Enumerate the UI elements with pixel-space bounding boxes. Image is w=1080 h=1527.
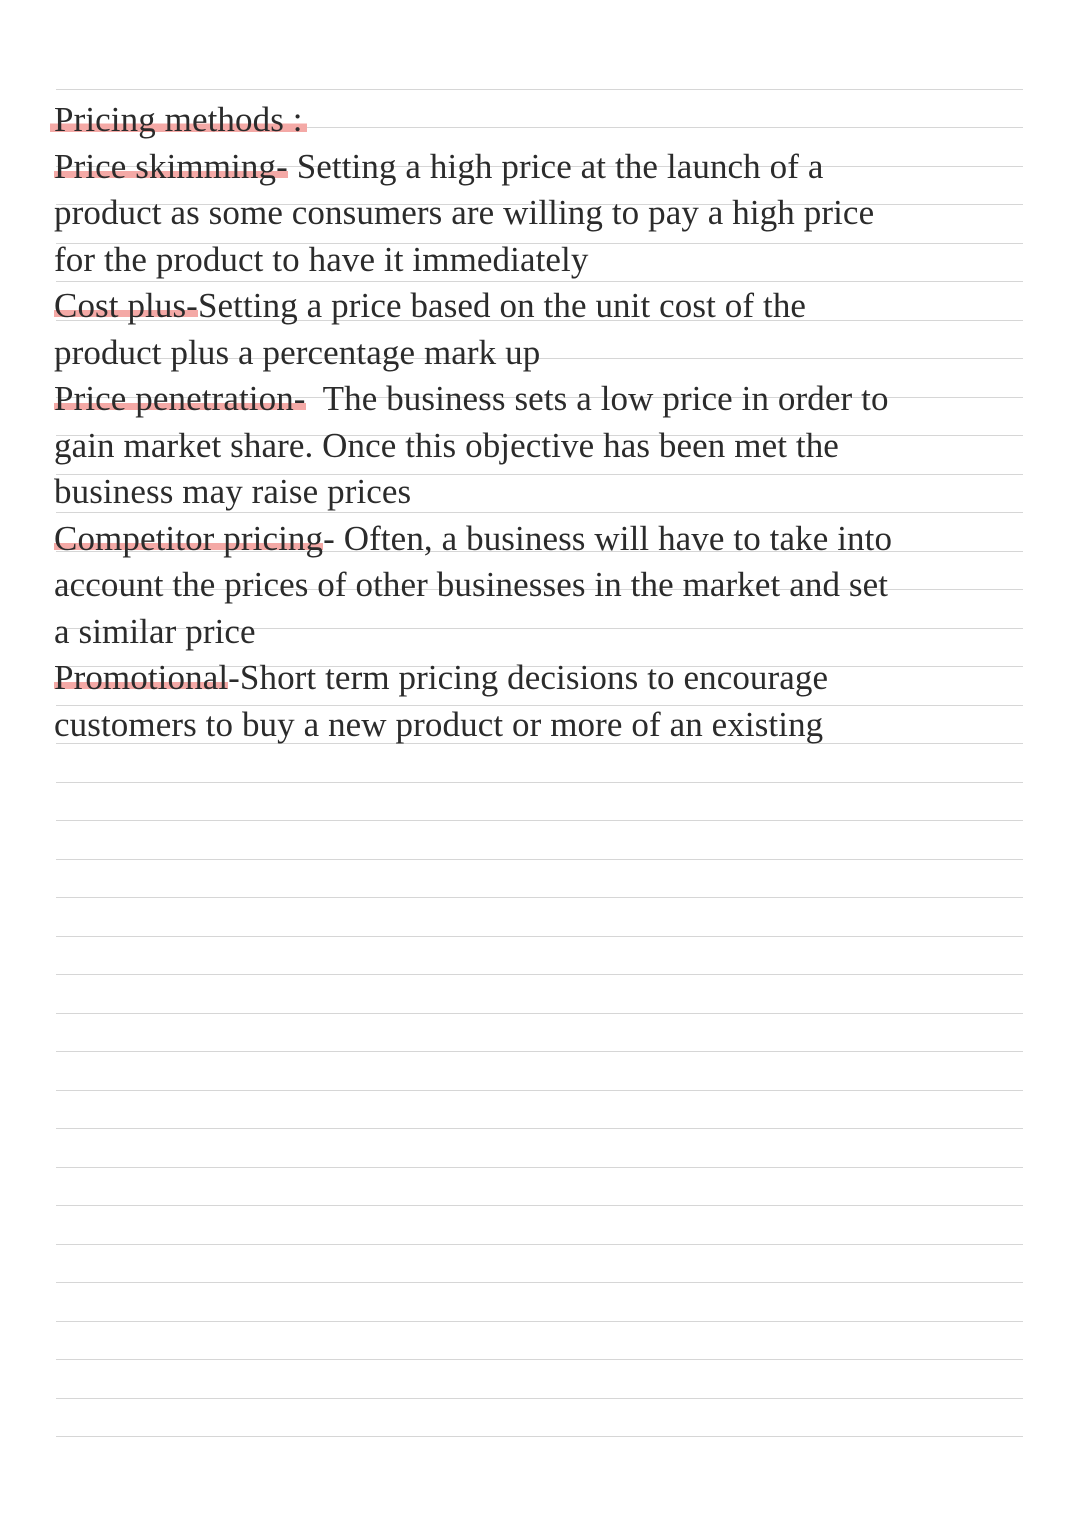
entry-text: gain market share. Once this objective has been met the [54,425,839,465]
heading-line [54,97,1054,144]
entry-line [54,562,1054,609]
rule-line [56,1436,1023,1437]
rule-line [56,782,1023,783]
entry-line [54,376,1054,423]
notes-text [54,97,1054,748]
heading: Pricing methods : [50,100,307,139]
entry-line [54,144,1054,191]
entry-term: Price skimming- [54,146,288,186]
rule-line [56,1051,1023,1052]
entry-text: business may raise prices [54,472,412,511]
entry-text: The business sets a low price in order to [305,379,889,418]
rule-line [56,897,1023,898]
entry-text: a similar price [54,611,256,651]
rule-line [56,1282,1023,1283]
entry-text: account the prices of other businesses in the market and set [54,565,889,604]
entry-term: Cost plus- [54,286,198,325]
entry-line [54,330,1054,377]
entry-term: Competitor pricing [54,518,324,558]
entry-text: Setting a price based on the unit cost of the [197,286,807,325]
entry-text: Setting a high price at the launch of a [287,146,824,186]
rule-line [56,859,1023,860]
rule-line [56,1359,1023,1360]
entry-line [54,655,1054,702]
entry-text: -Short term pricing decisions to encourage [228,658,829,697]
entry-line [54,283,1054,330]
rule-line [56,1090,1023,1091]
entry-line [54,237,1054,284]
rule-line [56,1013,1023,1014]
rule-line [56,974,1023,975]
rule-line [56,820,1023,821]
rule-line [56,1244,1023,1245]
entry-line [54,469,1054,516]
entry-line [54,516,1054,563]
entry-text: for the product to have it immediately [54,239,589,279]
entry-term: Price penetration- [54,379,306,418]
entry-line [54,702,1054,749]
rule-line [56,89,1023,90]
entry-text: customers to buy a new product or more of an existing [54,704,824,744]
entry-line [54,190,1054,237]
entry-line [54,423,1054,470]
rule-line [56,1128,1023,1129]
rule-line [56,1205,1023,1206]
entry-text: product as some consumers are willing to pay a high price [54,193,875,232]
entry-line [54,609,1054,656]
entry-term: Promotional [54,658,229,697]
rule-line [56,1167,1023,1168]
rule-line [56,936,1023,937]
entry-text: - Often, a business will have to take into [323,518,893,558]
rule-line [56,1321,1023,1322]
entry-text: product plus a percentage mark up [54,332,541,372]
rule-line [56,1398,1023,1399]
